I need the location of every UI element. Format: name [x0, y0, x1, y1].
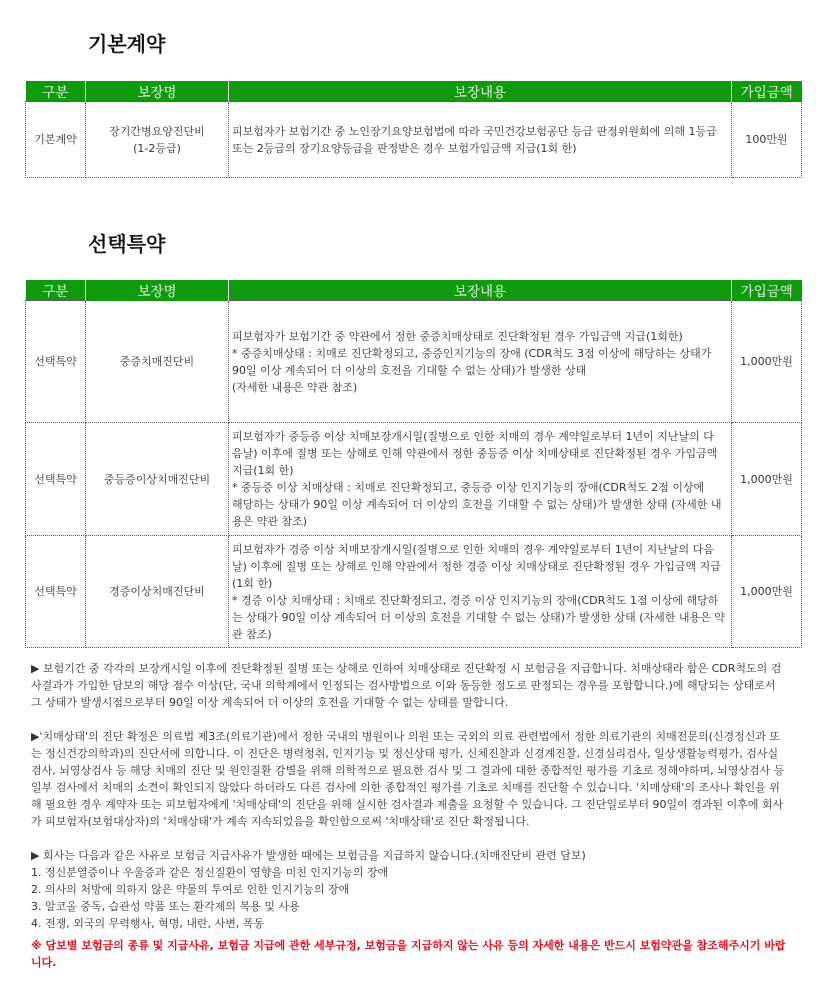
text-line: ▶ 보험기간 중 각각의 보장개시일 이후에 진단확정된 질병 또는 상해로 인하여 치매상태로 진단확정 시 보험금을 지급합니다. 치매상태라 함은 CDR척도의 검: [31, 662, 782, 675]
row-coverage-content: [229, 536, 732, 648]
warning-notice: [31, 937, 801, 971]
note-dementia-definition: [31, 660, 801, 711]
text-line: 니다.: [31, 956, 57, 969]
row-coverage-name: [86, 102, 229, 178]
text-line: 해 필요한 경우 계약자 또는 피보험자에게 '치매상태'의 진단을 위해 실시한 검사결과 제출을 요청할 수 있습니다. 그 진단일로부터 90일이 경과된 이후에 회사: [31, 798, 784, 811]
text-line: 음날) 이후에 질병 또는 상해로 인해 약관에서 정한 중등증 이상 치매상태로 진단확정된 경우 가입금액: [232, 447, 718, 460]
text-line: * 중증치매상태 : 치매로 진단확정되고, 중증인지기능의 장애 (CDR척도 3점 이상에 해당하는 상태가: [232, 346, 712, 360]
header-row: [26, 81, 802, 102]
text-line: ▶ 회사는 다음과 같은 사유로 보험금 지급사유가 발생한 때에는 보험금을 지급하지 않습니다.(치매진단비 관련 담보): [31, 849, 586, 862]
text-line: (1회 한): [232, 576, 273, 590]
basic-contract-title: 기본계약: [88, 32, 166, 56]
text-line: 해당하는 상태가 90일 이상 계속되어 더 이상의 호전을 기대할 수 없는 상태)가 발생한 상태 (자세한 내: [232, 498, 722, 511]
text-line: 3. 알코올 중독, 습관성 약품 또는 환각제의 복용 및 사용: [31, 900, 300, 913]
text-line: (1-2등급): [133, 141, 181, 155]
text-line: 2. 의사의 처방에 의하지 않은 약물의 투여로 인한 인지기능의 장애: [31, 883, 350, 896]
row-coverage-name: 중증치매진단비: [86, 301, 229, 423]
text-line: 피보험자가 경증 이상 치매보장개시일(질병으로 인한 치매의 경우 계약일로부터 1년이 지난날의 다음: [232, 542, 714, 556]
text-line: 또는 2등급의 장기요양등급을 판정받은 경우 보험가입금액 지급(1회 한): [232, 141, 577, 155]
note-diagnosis-confirmation: [31, 728, 801, 830]
row-coverage-name: 경증이상치매진단비: [86, 536, 229, 648]
row-category: 선택특약: [26, 536, 86, 648]
note-exclusions: [31, 847, 801, 932]
optional-rider-title: 선택특약: [88, 232, 166, 256]
text-line: 피보험자가 보험기간 중 노인장기요양보험법에 따라 국민건강보험공단 등급 판정위원회에 의해 1등급: [232, 124, 717, 138]
header-category: 구분: [26, 81, 86, 102]
text-line: * 경증 이상 치매상태 : 치매로 진단확정되고, 경증 이상 인지기능의 장애(CDR척도 1점 이상에 해당하: [232, 593, 719, 607]
text-line: 4. 전쟁, 외국의 무력행사, 혁명, 내란, 사변, 폭동: [31, 917, 265, 930]
optional-rider-table: [25, 280, 802, 648]
row-amount: 1,000만원: [732, 423, 802, 536]
text-line: ※ 담보별 보험금의 종류 및 지급사유, 보험금 지급에 관한 세부규정, 보험금을 지급하지 않는 사유 등의 자세한 내용은 반드시 보험약관을 참조해주시기 바랍: [31, 939, 786, 952]
text-line: ▶'치매상태'의 진단 확정은 의료법 제3조(의료기관)에서 정한 국내의 병원이나 의원 또는 국외의 의료 관련법에서 정한 의료기관의 치매전문의(신경정신과 또: [31, 730, 781, 743]
header-coverage-content: 보장내용: [229, 280, 732, 301]
text-line: 날) 이후에 질병 또는 상해로 인해 약관에서 정한 경증 이상 치매상태로 진단확정된 경우 가입금액 지급: [232, 559, 721, 573]
header-coverage-name: 보장명: [86, 81, 229, 102]
text-line: * 중등증 이상 치매상태 : 치매로 진단확정되고, 중등증 이상 인지기능의 장애(CDR척도 2점 이상에: [232, 481, 705, 494]
table-row: [26, 536, 802, 648]
text-line: 일부 검사에서 치매의 소견이 확인되지 않았다 하더라도 다른 검사에 의한 종합적인 평가를 기초로 치매를 진단할 수 있습니다. '치매상태'의 조사나 확인을 위: [31, 781, 780, 794]
row-category: 선택특약: [26, 301, 86, 423]
text-line: 용은 약관 참조): [232, 515, 308, 528]
row-amount: 100만원: [732, 102, 802, 178]
text-line: 사결과가 가입한 담보의 해당 점수 이상(단, 국내 의학계에서 인정되는 검사방법으로 이와 동등한 정도로 판정되는 경우를 포함합니다.)에 해당되는 상태로서: [31, 679, 776, 692]
row-category: 기본계약: [26, 102, 86, 178]
text-line: 가 피보험자(보험대상자)의 '치매상태'가 계속 지속되었음을 확인함으로써 '치매상태'로 진단 확정됩니다.: [31, 815, 530, 828]
row-coverage-content: [229, 423, 732, 536]
header-category: 구분: [26, 280, 86, 301]
text-line: 검사, 뇌영상검사 등 해당 치매의 진단 및 원인질환 감별을 위해 의학적으로 필요한 검사 및 그 결과에 대한 종합적인 평가를 기초로 정해야하며, 뇌영상검사 등: [31, 764, 785, 777]
row-category: 선택특약: [26, 423, 86, 536]
text-line: 1. 정신분열증이나 우울증과 같은 정신질환이 영향을 미친 인지기능의 장애: [31, 866, 389, 879]
text-line: 90일 이상 계속되어 더 이상의 호전을 기대할 수 없는 상태)가 발생한 상태: [232, 363, 587, 377]
header-amount: 가입금액: [732, 280, 802, 301]
text-line: 피보험자가 중등증 이상 치매보장개시일(질병으로 인한 치매의 경우 계약일로부터 1년이 지난날의 다: [232, 430, 714, 443]
header-row: [26, 280, 802, 301]
text-line: 관 참조): [232, 627, 272, 641]
header-coverage-content: 보장내용: [229, 81, 732, 102]
text-line: (자세한 내용은 약관 참조): [232, 380, 358, 394]
table-row: [26, 301, 802, 423]
row-amount: 1,000만원: [732, 301, 802, 423]
notes-section: [31, 660, 801, 971]
text-line: 지급(1회 한): [232, 464, 294, 477]
text-line: 피보험자가 보험기간 중 약관에서 정한 중증치매상태로 진단확정된 경우 가입금액 지급(1회한): [232, 329, 683, 343]
text-line: 는 정신건강의학과)의 진단서에 의합니다. 이 진단은 병력청취, 인지기능 및 정신상태 평가, 신체진찰과 신경계진찰, 신경심리검사, 일상생활능력평가, 검사실: [31, 747, 779, 760]
header-coverage-name: 보장명: [86, 280, 229, 301]
table-row: [26, 102, 802, 178]
basic-contract-table: [25, 81, 802, 178]
table-row: [26, 423, 802, 536]
header-amount: 가입금액: [732, 81, 802, 102]
text-line: 장기간병요양진단비: [109, 124, 205, 138]
row-coverage-name: 중등증이상치매진단비: [86, 423, 229, 536]
text-line: 는 상태가 90일 이상 계속되어 더 이상의 호전을 기대할 수 없는 상태)가 발생한 상태 (자세한 내용은 약: [232, 610, 725, 624]
text-line: 그 상태가 발생시점으로부터 90일 이상 계속되어 더 이상의 호전을 기대할 수 없는 상태를 말합니다.: [31, 696, 509, 709]
row-coverage-content: [229, 301, 732, 423]
row-coverage-content: [229, 102, 732, 178]
row-amount: 1,000만원: [732, 536, 802, 648]
